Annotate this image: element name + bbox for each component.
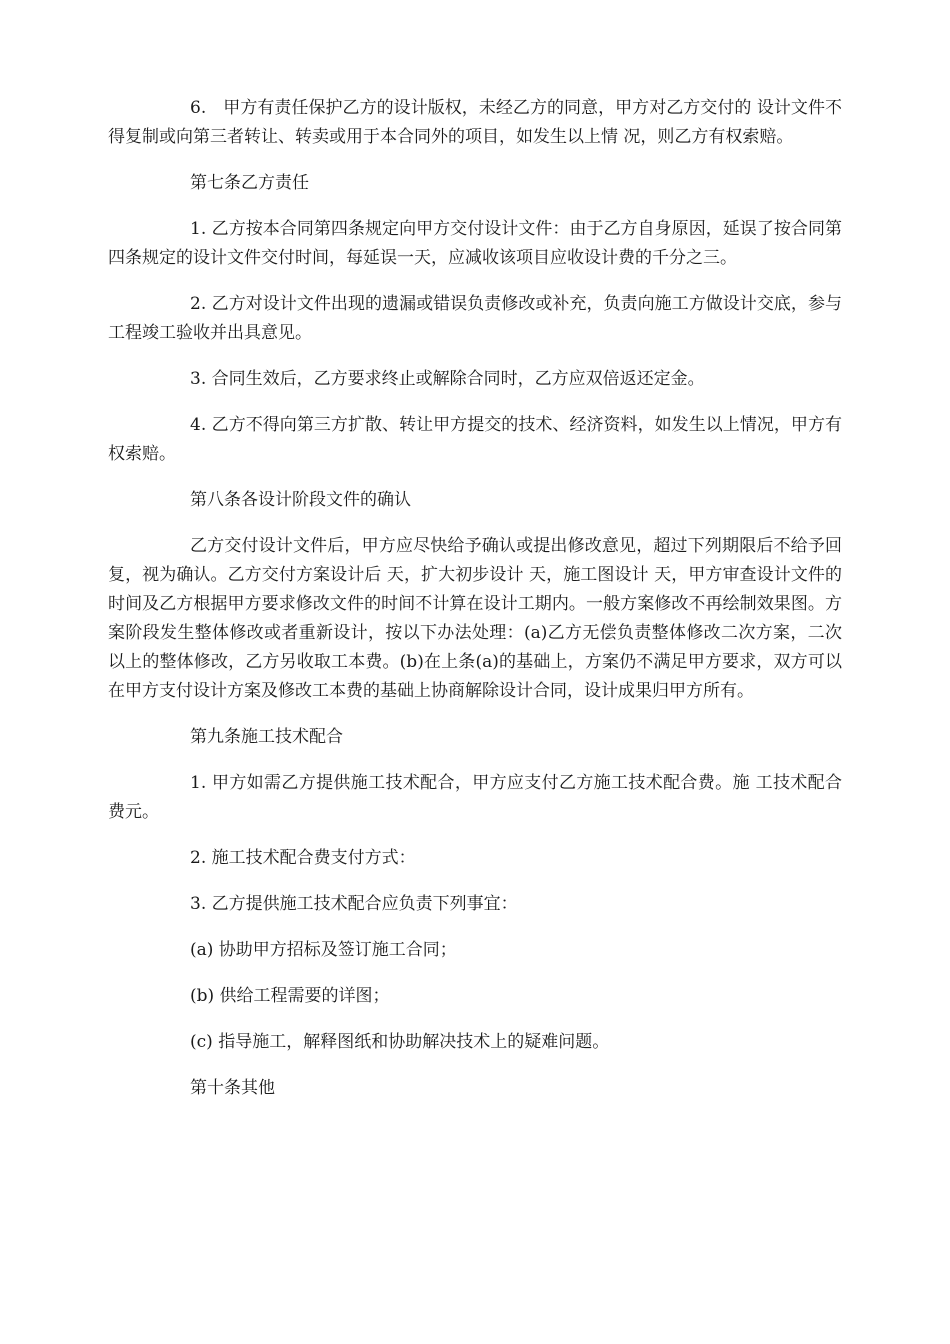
paragraph-article-9-item-3: 3. 乙方提供施工技术配合应负责下列事宜： [190, 894, 518, 914]
paragraph-article-9-item-a: (a) 协助甲方招标及签订施工合同； [190, 940, 457, 960]
heading-article-7: 第七条乙方责任 [190, 173, 309, 193]
paragraph-article-8-body: 乙方交付设计文件后，甲方应尽快给予确认或提出修改意见，超过下列期限后不给予回复，视为确认。乙方交付方案设计后 天，扩大初步设计 天，施工图设计 天，甲方审查设计文件的时间及乙方根据甲方要求修改文件的时间不计算在设计工期内。一般方案修改不再绘制效果图。方案阶段发生整体修改或者重新设计，按以下办法处理：(a)乙方无偿负责整体修改二次方案，二次以上的整体修改，乙方另收取工本费。(b)在上条(a)的基础上，方案仍不满足甲方要求，双方可以在甲方支付设计方案及修改工本费的基础上协商解除设计合同，设计成果归甲方所有。 [108, 536, 842, 701]
paragraph-article-7-item-3: 3. 合同生效后，乙方要求终止或解除合同时，乙方应双倍返还定金。 [190, 369, 705, 389]
paragraph-article-7-item-1: 1. 乙方按本合同第四条规定向甲方交付设计文件：由于乙方自身原因，延误了按合同第四条规定的设计文件交付时间，每延误一天，应减收该项目应收设计费的千分之三。 [108, 219, 842, 268]
paragraph-article-7-item-4: 4. 乙方不得向第三方扩散、转让甲方提交的技术、经济资料，如发生以上情况，甲方有权索赔。 [108, 415, 842, 464]
paragraph-article-9-item-c: (c) 指导施工，解释图纸和协助解决技术上的疑难问题。 [190, 1032, 610, 1052]
paragraph-clause-6-copyright: 6. 甲方有责任保护乙方的设计版权，未经乙方的同意，甲方对乙方交付的 设计文件不得复制或向第三者转让、转卖或用于本合同外的项目，如发生以上情 况，则乙方有权索赔。 [108, 98, 842, 147]
paragraph-article-9-item-2: 2. 施工技术配合费支付方式： [190, 848, 416, 868]
heading-article-8: 第八条各设计阶段文件的确认 [190, 490, 411, 510]
document-page [108, 94, 842, 1120]
paragraph-article-9-item-b: (b) 供给工程需要的详图； [190, 986, 390, 1006]
paragraph-article-9-item-1: 1. 甲方如需乙方提供施工技术配合，甲方应支付乙方施工技术配合费。施 工技术配合费元。 [108, 773, 842, 822]
heading-article-9: 第九条施工技术配合 [190, 727, 343, 747]
heading-article-10: 第十条其他 [190, 1078, 275, 1098]
paragraph-article-7-item-2: 2. 乙方对设计文件出现的遗漏或错误负责修改或补充，负责向施工方做设计交底，参与工程竣工验收并出具意见。 [108, 294, 842, 343]
